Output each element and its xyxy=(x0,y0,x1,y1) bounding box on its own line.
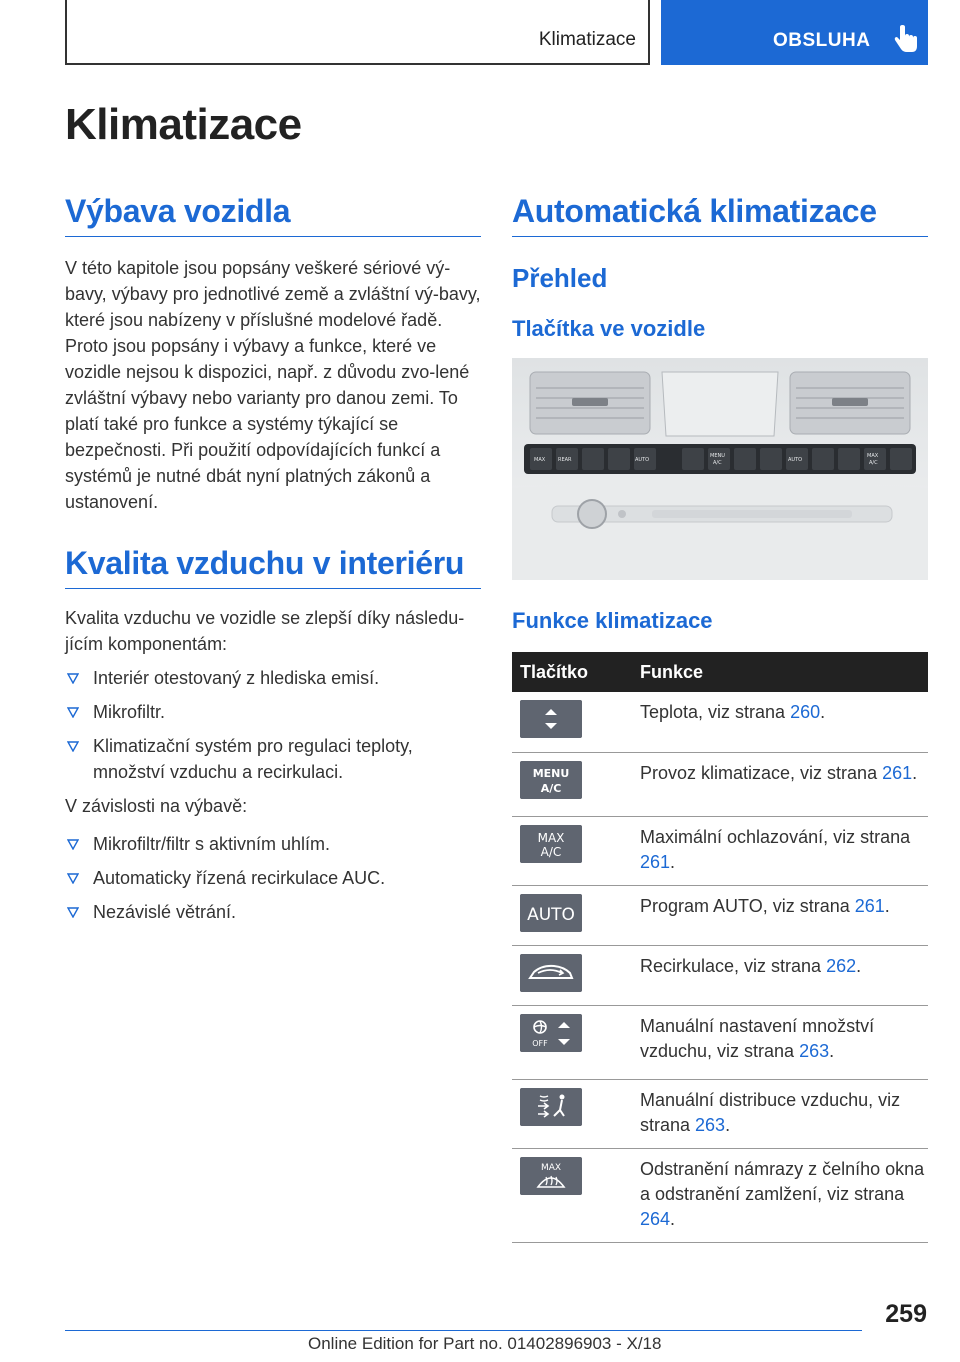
page-link[interactable]: 261 xyxy=(854,895,885,916)
panel-label: AUTO xyxy=(788,457,803,463)
air-distribution-icon xyxy=(520,1088,582,1126)
menu-ac-icon xyxy=(520,761,582,799)
fan-speed-icon xyxy=(520,1014,582,1052)
triangle-bullet-icon xyxy=(67,873,79,884)
pointing-hand-icon xyxy=(893,25,919,53)
function-text: Manuální nastavení množství vzduchu, viz strana 263. xyxy=(636,1005,928,1079)
page-link[interactable]: 262 xyxy=(826,955,857,976)
function-text: Manuální distribuce vzduchu, viz strana 263. xyxy=(636,1079,928,1148)
table-header-function: Funkce xyxy=(636,652,928,692)
list-item: Nezávislé větrání. xyxy=(65,899,481,925)
table-header-row xyxy=(512,652,928,692)
footer-divider xyxy=(65,1330,862,1331)
panel-label: A/C xyxy=(869,460,878,466)
panel-label: REAR xyxy=(558,457,572,463)
climate-panel-illustration xyxy=(512,358,928,580)
svg-text:MAX: MAX xyxy=(537,830,565,845)
page-number: 259 xyxy=(885,1300,927,1328)
function-text: Odstranění námrazy z čelního okna a odstranění zamlžení, viz strana 264. xyxy=(636,1148,928,1242)
max-ac-icon xyxy=(520,825,582,863)
header-tab-label: OBSLUHA xyxy=(773,30,871,51)
heading-automatic-ac: Automatická klimatizace xyxy=(512,193,928,237)
panel-label: MAX xyxy=(867,453,879,459)
auto-program-icon xyxy=(520,894,582,932)
panel-label: MENU xyxy=(710,453,725,459)
page-title: Klimatizace xyxy=(65,100,302,149)
climate-panel-photo xyxy=(512,358,928,580)
page-header xyxy=(65,0,928,65)
table-header-button: Tlačítko xyxy=(512,652,636,692)
header-section-box xyxy=(65,0,650,65)
svg-text:OFF: OFF xyxy=(532,1038,548,1048)
equipment-paragraph: V této kapitole jsou popsány veškeré sériové vý-bavy, výbavy pro jednotlivé země a zvláštní vý-bavy, které jsou nabízeny v příslušné modelové řadě. Proto jsou popsány i výbavy a funkce, které ve vozidle nejsou k dispozici, např. z důvodu zvo-lené zvláštní výbavy nebo varianty pro danou zemi. To platí také pro funkce a systémy týkající se bezpečnosti. Při použití odpovídajících funkcí a systémů je nutné dbát nyní platných zákonů a ustanovení. xyxy=(65,258,481,512)
panel-label: AUTO xyxy=(635,457,650,463)
max-defrost-icon xyxy=(520,1157,582,1195)
panel-label: MAX xyxy=(534,457,546,463)
svg-text:A/C: A/C xyxy=(540,844,562,859)
page-link[interactable]: 263 xyxy=(695,1114,726,1135)
table-row xyxy=(512,885,928,945)
svg-text:MENU: MENU xyxy=(532,766,570,780)
air-quality-paragraph: Kvalita vzduchu ve vozidle se zlepší díky následu-jícím komponentám: xyxy=(65,608,465,654)
svg-text:AUTO: AUTO xyxy=(527,904,575,925)
left-column xyxy=(65,193,481,933)
recirculation-icon xyxy=(520,954,582,992)
heading-buttons-in-vehicle: Tlačítka ve vozidle xyxy=(512,316,706,341)
page-link[interactable]: 260 xyxy=(790,702,821,722)
footer-edition: Online Edition for Part no. 01402896903 - X/18 xyxy=(308,1334,662,1353)
table-row xyxy=(512,692,928,752)
climate-functions-table xyxy=(512,652,928,1243)
list-item: Mikrofiltr/filtr s aktivním uhlím. xyxy=(65,831,481,857)
heading-vehicle-equipment: Výbava vozidla xyxy=(65,193,481,237)
list-item: Interiér otestovaný z hlediska emisí. xyxy=(65,665,481,691)
page-link[interactable]: 261 xyxy=(640,851,671,872)
triangle-bullet-icon xyxy=(67,839,79,850)
air-quality-list xyxy=(65,665,481,785)
function-text: Teplota, viz strana 260. xyxy=(636,692,928,752)
page-link[interactable]: 264 xyxy=(640,1208,671,1229)
right-column xyxy=(512,193,928,1243)
function-text: Program AUTO, viz strana 261. xyxy=(636,885,928,945)
function-text: Maximální ochlazování, viz strana 261. xyxy=(636,816,928,885)
table-row xyxy=(512,752,928,816)
svg-text:MAX: MAX xyxy=(540,1162,562,1173)
triangle-bullet-icon xyxy=(67,907,79,918)
header-section-title: Klimatizace xyxy=(538,29,636,50)
table-row xyxy=(512,945,928,1005)
triangle-bullet-icon xyxy=(67,673,79,684)
equipment-dependent-label: V závislosti na výbavě: xyxy=(65,796,248,816)
header-tab[interactable] xyxy=(661,0,928,65)
triangle-bullet-icon xyxy=(67,741,79,752)
heading-air-quality: Kvalita vzduchu v interiéru xyxy=(65,545,481,589)
table-row xyxy=(512,1005,928,1079)
list-item: Mikrofiltr. xyxy=(65,699,481,725)
svg-text:A/C: A/C xyxy=(540,781,562,795)
table-row xyxy=(512,1079,928,1148)
temperature-arrows-icon xyxy=(520,700,582,738)
equipment-dependent-list xyxy=(65,831,481,925)
list-item: Klimatizační systém pro regulaci teploty, množství vzduchu a recirkulaci. xyxy=(65,733,481,785)
page-link[interactable]: 261 xyxy=(882,762,913,783)
table-row xyxy=(512,1148,928,1242)
list-item: Automaticky řízená recirkulace AUC. xyxy=(65,865,481,891)
panel-label: A/C xyxy=(713,460,722,466)
function-text: Provoz klimatizace, viz strana 261. xyxy=(636,752,928,816)
table-row xyxy=(512,816,928,885)
page-link[interactable]: 263 xyxy=(799,1040,830,1061)
heading-overview: Přehled xyxy=(512,263,608,293)
function-text: Recirkulace, viz strana 262. xyxy=(636,945,928,1005)
heading-climate-functions: Funkce klimatizace xyxy=(512,608,713,633)
triangle-bullet-icon xyxy=(67,707,79,718)
